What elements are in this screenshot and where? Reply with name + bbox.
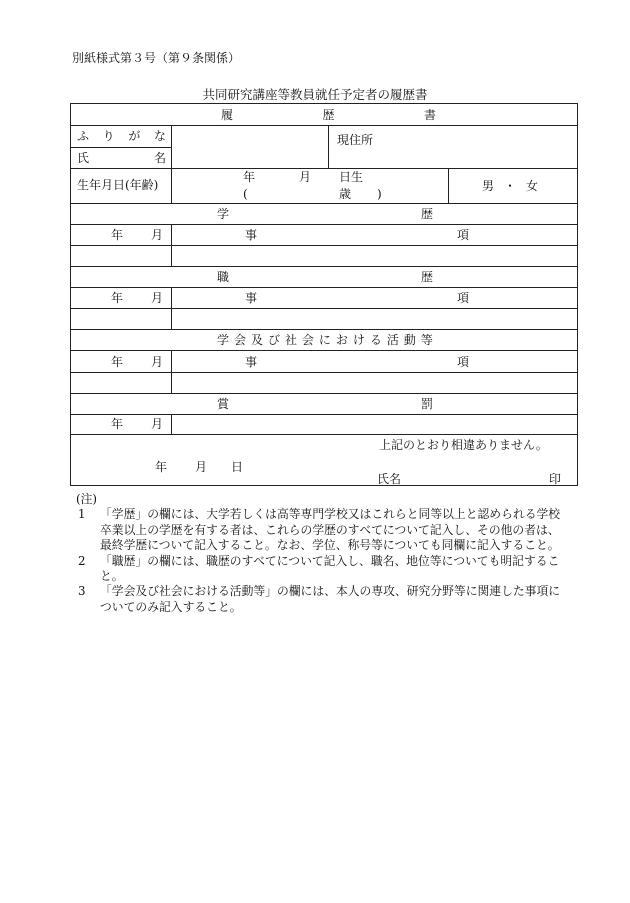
month-label: 月 [151,291,164,305]
note-item [76,584,570,615]
activities-header-char: に [318,333,331,347]
awards-header-char: 賞 [217,397,230,411]
row-divider [71,308,577,309]
note-text: 「職歴」の欄には、職歴のすべてについて記入し、職名、地位等についても明記すること。 [100,553,560,584]
activities-header-char: 社 [284,333,297,347]
sex-options [482,179,538,193]
year-label: 年 [111,291,124,305]
age-label: 歳 [339,187,352,201]
birth-month-label: 月 [299,170,312,184]
furigana-char: り [102,129,115,143]
row-divider [71,372,577,373]
item-header-right: 項 [457,228,470,242]
name-label [77,151,166,165]
activities-header-char: び [267,333,280,347]
item-header-left: 事 [245,355,258,369]
note-number: 3 [78,584,86,599]
date-month-label: 月 [195,460,208,474]
name-label-char: 名 [153,151,166,165]
activities-header-char: 学 [217,333,230,347]
seal-label: 印 [549,472,562,486]
address-label: 現住所 [337,133,374,147]
activities-header-char: け [352,333,365,347]
employment-header [217,270,433,284]
row-divider [71,287,577,288]
table-header-char: 歴 [322,108,335,122]
birth-year-label: 年 [243,170,256,184]
date-year-label: 年 [155,460,168,474]
furigana-char: ふ [77,129,90,143]
name-label-char: 氏 [77,151,90,165]
activities-header-char: 会 [301,333,314,347]
sex-option: 男 [482,179,495,193]
education-header-char: 学 [217,207,230,221]
row-divider [71,203,577,204]
month-label: 月 [151,355,164,369]
column-divider [171,350,172,393]
column-divider [448,168,449,203]
furigana-char: が [128,129,141,143]
furigana-label [77,129,166,143]
row-divider [71,434,577,435]
note-item [76,554,570,585]
year-label: 年 [111,417,124,431]
date-day-label: 日 [231,460,244,474]
row-divider [71,414,577,415]
note-item [76,507,570,553]
row-divider [71,168,577,169]
month-label: 月 [151,417,164,431]
age-open-paren: ( [243,187,248,201]
note-number: 1 [78,507,86,522]
row-divider [71,266,577,267]
notes-heading: (注) [76,492,98,506]
item-header-left: 事 [245,291,258,305]
item-header-right: 項 [457,291,470,305]
certification-text: 上記のとおり相違ありません。 [379,438,548,452]
month-label: 月 [151,228,164,242]
signature-name-label: 氏名 [377,472,402,486]
birth-label: 生年月日(年齢) [77,178,159,192]
column-divider [171,287,172,329]
document-title: 共同研究講座等教員就任予定者の履歴書 [202,87,428,102]
note-text: 「学歴」の欄には、大学若しくは高等専門学校又はこれらと同等以上と認められる学校卒業以上の学歴を有する者は、これらの学歴のすべてについて記入し、その他の者は、最終学歴について記入すること。なお、学位、称号等についても同欄に記入すること。 [100,507,561,553]
column-divider [328,125,329,168]
activities-header-char: 動 [403,333,416,347]
year-label: 年 [111,355,124,369]
activities-header [217,333,433,347]
row-divider [71,224,577,225]
row-divider [71,125,577,126]
employment-header-char: 職 [217,270,230,284]
table-header [221,108,436,122]
table-header-char: 書 [423,108,436,122]
year-label: 年 [111,228,124,242]
note-number: 2 [78,553,86,568]
row-divider [71,245,577,246]
resume-form [70,103,578,486]
awards-header [217,397,433,411]
sex-option: ・ [503,179,516,193]
activities-header-char: 及 [250,333,263,347]
activities-header-char: お [335,333,348,347]
item-header-right: 項 [457,355,470,369]
row-divider [71,393,577,394]
education-header-char: 歴 [420,207,433,221]
birth-day-label: 日生 [339,170,364,184]
sex-option: 女 [525,179,538,193]
activities-header-char: 活 [386,333,399,347]
column-divider [171,125,172,203]
age-close-paren: ) [377,187,382,201]
note-text: 「学会及び社会における活動等」の欄には、本人の専攻、研究分野等に関連した事項についてのみ記入すること。 [100,584,561,614]
activities-header-char: る [369,333,382,347]
row-divider [71,147,171,148]
table-header-char: 履 [221,108,234,122]
form-id: 別紙様式第３号（第９条関係） [72,51,241,65]
awards-header-char: 罰 [420,397,433,411]
row-divider [71,350,577,351]
row-divider [71,329,577,330]
activities-header-char: 会 [233,333,246,347]
activities-header-char: 等 [420,333,433,347]
employment-header-char: 歴 [420,270,433,284]
furigana-char: な [153,129,166,143]
education-header [217,207,433,221]
item-header-left: 事 [245,228,258,242]
column-divider [171,224,172,266]
column-divider [171,414,172,434]
notes-section [76,492,570,615]
